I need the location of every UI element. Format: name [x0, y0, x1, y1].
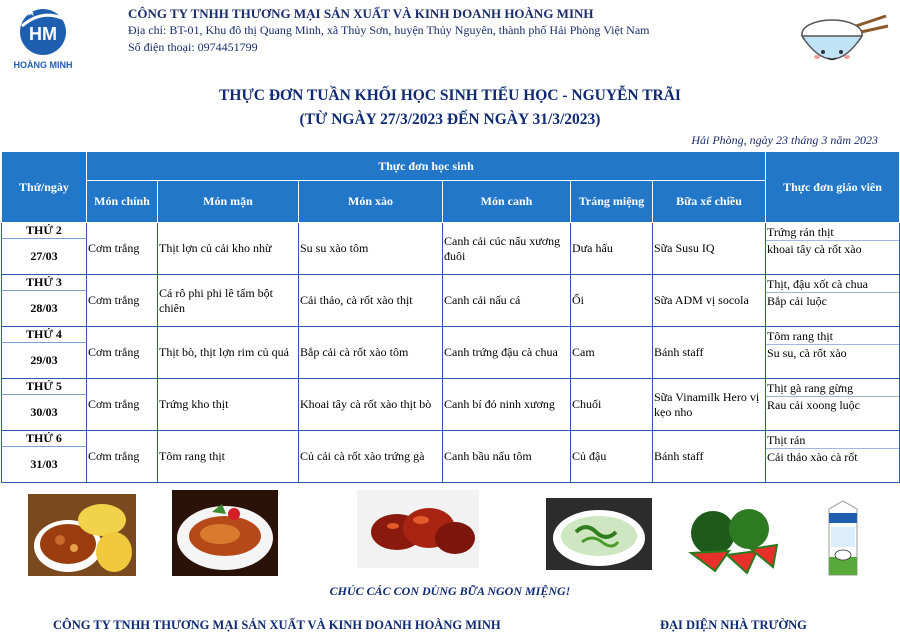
teacher-dish: Thịt gà rang gừng — [766, 380, 899, 397]
teacher-dish: Thịt rán — [766, 432, 899, 449]
savory-dish: Tôm rang thịt — [158, 431, 299, 483]
watermelon-image — [687, 505, 779, 580]
menu-table — [1, 151, 900, 483]
soup-dish: Canh cải cúc nấu xương đuôi — [443, 223, 571, 275]
savory-dish: Thịt lợn củ cải kho nhừ — [158, 223, 299, 275]
company-address: Địa chỉ: BT-01, Khu đô thị Quang Minh, xã Thủy Sơn, huyện Thủy Nguyên, thành phố Hải Phòng Việt Nam — [128, 23, 650, 37]
menu-title: THỰC ĐƠN TUẦN KHỐI HỌC SINH TIỂU HỌC - NGUYỄN TRÃI — [219, 87, 681, 104]
afternoon-snack: Sữa Vinamilk Hero vị kẹo nho — [653, 379, 766, 431]
teacher-dish: Cải thảo xào cà rốt — [767, 450, 858, 464]
main-dish: Cơm trắng — [87, 327, 158, 379]
rice-bowl-icon — [790, 4, 890, 82]
company-logo — [8, 6, 78, 72]
stirfry-dish: Bắp cải cà rốt xào tôm — [299, 327, 443, 379]
savory-dish: Thịt bò, thịt lợn rim củ quả — [158, 327, 299, 379]
place-date: Hải Phòng, ngày 23 tháng 3 năm 2023 — [691, 133, 878, 147]
afternoon-snack: Sữa ADM vị socola — [653, 275, 766, 327]
main-dish: Cơm trắng — [87, 275, 158, 327]
footer-school-rep: ĐẠI DIỆN NHÀ TRƯỜNG — [660, 618, 807, 632]
header-soup: Món canh — [443, 181, 571, 223]
menu-date-range: (TỪ NGÀY 27/3/2023 ĐẾN NGÀY 31/3/2023) — [299, 111, 601, 128]
day-date: 27/03 — [2, 239, 87, 275]
table-row — [2, 431, 900, 447]
vegetable-soup-image — [546, 498, 652, 575]
soup-dish: Canh cải nấu cá — [443, 275, 571, 327]
day-label: THỨ 3 — [2, 275, 87, 291]
footer-company: CÔNG TY TNHH THƯƠNG MẠI SẢN XUẤT VÀ KINH DOANH HOÀNG MINH — [53, 618, 501, 632]
day-label: THỨ 5 — [2, 379, 87, 395]
day-date: 31/03 — [2, 447, 87, 483]
dessert: Dưa hấu — [571, 223, 653, 275]
header-student-menu: Thực đơn học sinh — [87, 152, 766, 181]
header-teacher-menu: Thực đơn giáo viên — [766, 152, 900, 223]
dessert: Củ đậu — [571, 431, 653, 483]
company-info — [128, 6, 768, 56]
header-savory-dish: Món mặn — [158, 181, 299, 223]
day-label: THỨ 2 — [2, 223, 87, 239]
teacher-menu — [766, 223, 900, 275]
header-main-dish: Món chính — [87, 181, 158, 223]
milk-carton-image — [823, 499, 863, 582]
soup-dish: Canh bí đỏ ninh xương — [443, 379, 571, 431]
main-dish: Cơm trắng — [87, 431, 158, 483]
teacher-menu — [766, 275, 900, 327]
teacher-menu — [766, 327, 900, 379]
table-row — [2, 327, 900, 343]
teacher-dish: khoai tây cà rốt xào — [767, 242, 862, 256]
main-dish: Cơm trắng — [87, 223, 158, 275]
soup-dish: Canh bầu nấu tôm — [443, 431, 571, 483]
teacher-dish: Su su, cà rốt xào — [767, 346, 847, 360]
braised-meat-image — [357, 490, 479, 573]
table-row — [2, 275, 900, 291]
day-date: 28/03 — [2, 291, 87, 327]
dessert: Chuối — [571, 379, 653, 431]
company-name: CÔNG TY TNHH THƯƠNG MẠI SẢN XUẤT VÀ KINH DOANH HOÀNG MINH — [128, 6, 594, 21]
header-stirfry-dish: Món xào — [299, 181, 443, 223]
main-dish: Cơm trắng — [87, 379, 158, 431]
fried-fish-image — [172, 490, 278, 581]
day-label: THỨ 6 — [2, 431, 87, 447]
header-day: Thứ/ngày — [2, 152, 87, 223]
table-row — [2, 379, 900, 395]
teacher-menu — [766, 379, 900, 431]
afternoon-snack: Bánh staff — [653, 431, 766, 483]
teacher-dish: Thịt, đậu xốt cà chua — [766, 276, 899, 293]
teacher-dish: Bắp cải luộc — [767, 294, 827, 308]
teacher-dish: Rau cải xoong luộc — [767, 398, 860, 412]
table-row — [2, 223, 900, 239]
header-dessert: Tráng miệng — [571, 181, 653, 223]
day-label: THỨ 4 — [2, 327, 87, 343]
savory-dish: Trứng kho thịt — [158, 379, 299, 431]
slogan: CHÚC CÁC CON DÙNG BỮA NGON MIỆNG! — [329, 584, 571, 598]
stirfry-dish: Củ cải cà rốt xào trứng gà — [299, 431, 443, 483]
afternoon-snack: Sữa Susu IQ — [653, 223, 766, 275]
teacher-dish: Tôm rang thịt — [766, 328, 899, 345]
stirfry-dish: Cải thảo, cà rốt xào thịt — [299, 275, 443, 327]
day-date: 30/03 — [2, 395, 87, 431]
soup-bread-image — [28, 494, 136, 581]
stirfry-dish: Su su xào tôm — [299, 223, 443, 275]
soup-dish: Canh trứng đậu cà chua — [443, 327, 571, 379]
afternoon-snack: Bánh staff — [653, 327, 766, 379]
company-phone: Số điện thoại: 0974451799 — [128, 40, 258, 54]
header-afternoon-snack: Bữa xế chiều — [653, 181, 766, 223]
day-date: 29/03 — [2, 343, 87, 379]
dessert: Cam — [571, 327, 653, 379]
svg-text:HM: HM — [29, 24, 57, 44]
stirfry-dish: Khoai tây cà rốt xào thịt bò — [299, 379, 443, 431]
logo-text: HOÀNG MINH — [13, 60, 73, 70]
teacher-menu — [766, 431, 900, 483]
dessert: Ổi — [571, 275, 653, 327]
savory-dish: Cá rô phi phi lê tẩm bột chiên — [158, 275, 299, 327]
teacher-dish: Trứng rán thịt — [766, 224, 899, 241]
